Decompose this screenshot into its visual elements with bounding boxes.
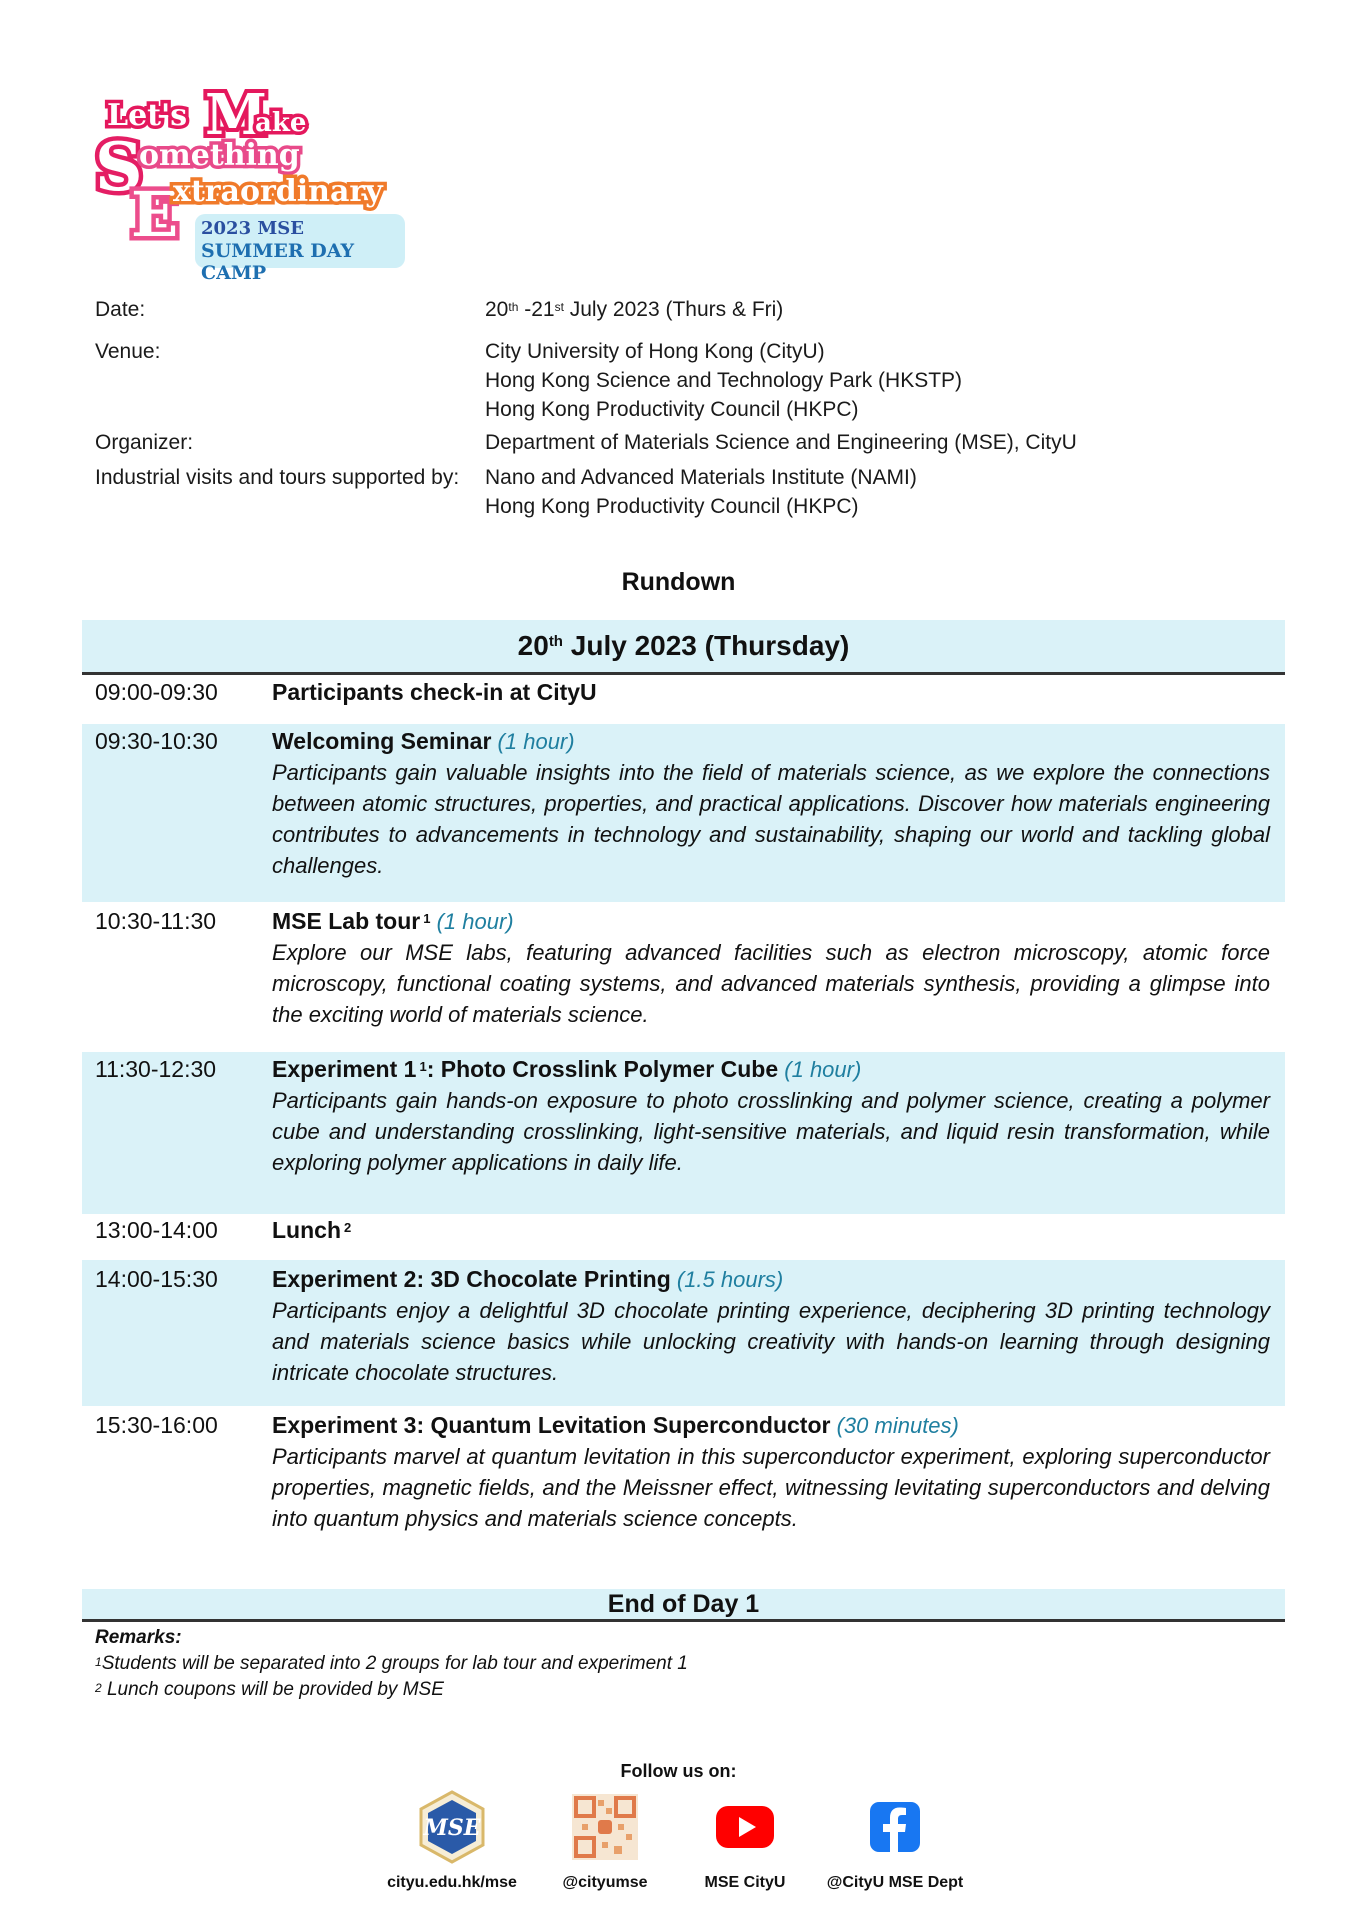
- schedule-item-experiment-1: [272, 1054, 1270, 1178]
- social-label: @cityumse: [562, 1874, 648, 1891]
- day-heading: 20th July 2023 (Thursday): [82, 620, 1285, 675]
- logo-letter-m: M: [205, 82, 267, 148]
- event-title: Welcoming Seminar: [272, 728, 492, 754]
- schedule-item-lunch: [272, 1215, 1270, 1246]
- social-youtube[interactable]: [665, 1790, 825, 1892]
- support-line-2: Hong Kong Productivity Council (HKPC): [485, 495, 859, 518]
- schedule-time: 09:30-10:30: [95, 728, 218, 754]
- logo-word-omething: omething: [139, 138, 300, 173]
- event-description: Participants gain valuable insights into the field of materials science, as we explore the connections between atomic structures, properties, and practical applications. Discover how materials engineering contributes to advancements in technology and sustainability, shaping our world and tackling global challenges.: [272, 760, 1270, 878]
- date-label: Date:: [95, 298, 146, 321]
- social-label: @CityU MSE Dept: [826, 1874, 964, 1891]
- venue-label: Venue:: [95, 340, 161, 363]
- event-duration: (1.5 hours): [676, 1267, 784, 1292]
- venue-line-2: Hong Kong Science and Technology Park (HKSTP): [485, 369, 963, 392]
- end-of-day-banner: End of Day 1: [82, 1589, 1285, 1622]
- date-value: 20th -21st July 2023 (Thurs & Fri): [485, 298, 784, 321]
- social-label: cityu.edu.hk/mse: [387, 1874, 517, 1891]
- social-label: MSE CityU: [704, 1874, 786, 1891]
- venue-line-1: City University of Hong Kong (CityU): [485, 340, 825, 363]
- schedule-time: 14:00-15:30: [95, 1266, 218, 1292]
- schedule-item-experiment-2: [272, 1264, 1270, 1388]
- organizer-label: Organizer:: [95, 431, 194, 454]
- remark-2: $^2$ Lunch coupons will be provided by MSE: [95, 1679, 444, 1700]
- logo-word-xtraordinary: xtraordinary: [173, 174, 383, 209]
- venue-line-3: Hong Kong Productivity Council (HKPC): [485, 398, 859, 421]
- remarks-section: [95, 1625, 688, 1703]
- facebook-icon: [858, 1790, 932, 1864]
- schedule-item-lab-tour: [272, 906, 1270, 1030]
- event-description: Participants marvel at quantum levitation in this superconductor experiment, exploring superconductor properties, magnetic fields, and the Meissner effect, witnessing levitating superconductors and delving into quantum physics and materials science concepts.: [272, 1444, 1270, 1531]
- footnote-marker: 1: [419, 1059, 427, 1074]
- organizer-value: Department of Materials Science and Engineering (MSE), CityU: [485, 431, 1077, 454]
- support-label: Industrial visits and tours supported by:: [95, 466, 460, 489]
- logo-letter-e: E: [131, 178, 179, 251]
- event-duration: (1 hour): [436, 909, 514, 934]
- logo-word-ake: ake: [255, 108, 307, 138]
- logo-subtitle-year: 2023 MSE: [201, 218, 305, 239]
- schedule-item-checkin: [272, 677, 1270, 708]
- support-line-1: Nano and Advanced Materials Institute (NAMI): [485, 466, 917, 489]
- logo-letter-s: S: [95, 128, 143, 206]
- camp-logo: [95, 82, 425, 282]
- youtube-icon: [708, 1790, 782, 1864]
- event-duration: (1 hour): [784, 1057, 862, 1082]
- remark-1: $^1$Students will be separated into 2 groups for lab tour and experiment 1: [95, 1653, 688, 1674]
- event-duration: (1 hour): [497, 729, 575, 754]
- footnote-marker: 1: [423, 911, 431, 926]
- logo-subtitle-camp: SUMMER DAY CAMP: [201, 240, 355, 284]
- event-title: Lunch: [272, 1217, 341, 1243]
- logo-word-lets: Let's: [107, 98, 188, 133]
- mse-logo-icon: [415, 1790, 489, 1864]
- schedule-time: 11:30-12:30: [95, 1056, 217, 1082]
- qr-code-icon: [568, 1790, 642, 1864]
- social-facebook[interactable]: [815, 1790, 975, 1892]
- event-title: Experiment 3: Quantum Levitation Superconductor: [272, 1412, 831, 1438]
- follow-us-title: Follow us on:: [620, 1761, 737, 1781]
- event-title: Experiment 1 $^1$: Photo Crosslink Polymer Cube: [272, 1056, 779, 1082]
- event-description: Participants gain hands-on exposure to photo crosslinking and polymer science, creating a polymer cube and understanding crosslinking, light-sensitive materials, and liquid resin transformation, while exploring polymer applications in daily life.: [272, 1088, 1270, 1175]
- schedule-time: 09:00-09:30: [95, 679, 218, 705]
- social-qr[interactable]: [525, 1790, 685, 1892]
- schedule-item-welcome: [272, 726, 1270, 881]
- schedule-time: 15:30-16:00: [95, 1412, 218, 1438]
- event-title: Participants check-in at CityU: [272, 679, 597, 705]
- event-description: Participants enjoy a delightful 3D chocolate printing experience, deciphering 3D printing technology and materials science basics while unlocking creativity with hands-on learning through designing intricate chocolate structures.: [272, 1298, 1270, 1385]
- svg-text:MSE: MSE: [423, 1815, 481, 1841]
- event-title: Experiment 2: 3D Chocolate Printing: [272, 1266, 671, 1292]
- rundown-title: Rundown: [621, 568, 736, 596]
- event-duration: (30 minutes): [836, 1413, 959, 1438]
- schedule-item-experiment-3: [272, 1410, 1270, 1534]
- event-description: Explore our MSE labs, featuring advanced facilities such as electron microscopy, atomic force microscopy, functional coating systems, and advanced materials synthesis, providing a glimpse into the exciting world of materials science.: [272, 940, 1270, 1027]
- schedule-time: 13:00-14:00: [95, 1217, 218, 1243]
- event-title: MSE Lab tour: [272, 908, 421, 934]
- footnote-marker: 2: [344, 1220, 352, 1235]
- social-website[interactable]: [372, 1790, 532, 1892]
- schedule-time: 10:30-11:30: [95, 908, 217, 934]
- remarks-heading: Remarks:: [95, 1627, 182, 1648]
